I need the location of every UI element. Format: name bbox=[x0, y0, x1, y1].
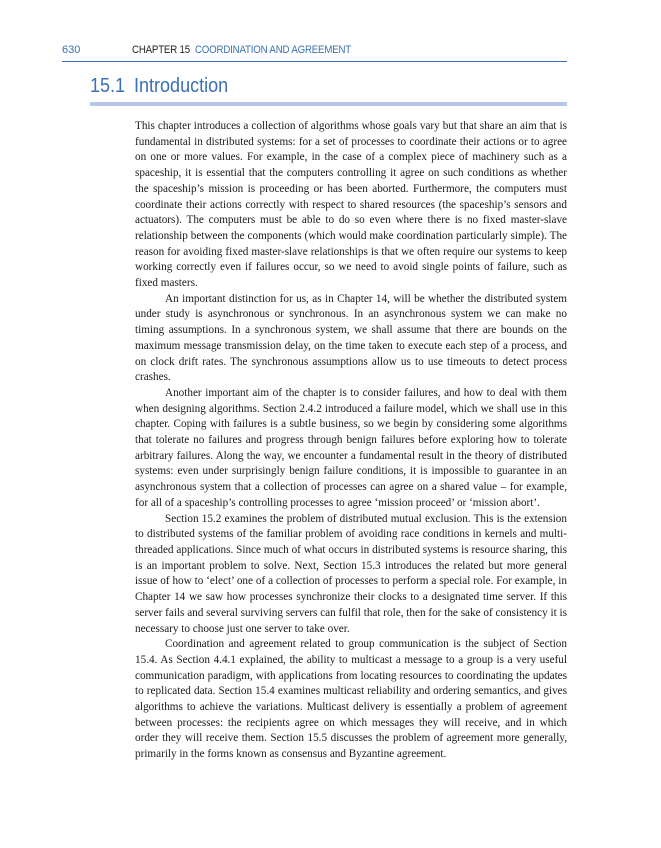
paragraph-4: Section 15.2 examines the problem of distributed mutual exclusion. This is the extension to distributed systems of the familiar problem of avoiding race conditions in kernels and multi-threaded applications. Since much of what occurs in distributed systems is resource sharing, this is an important problem to solve. Next, Section 15.3 introduces the related but more general issue of how to ‘elect’ one of a collection of processes to perform a special role. For example, in Chapter 14 we saw how processes synchronize their clocks to a designated time server. If this server fails and several surviving servers can fulfil that role, then for the sake of consistency it is necessary to choose just one server to take over. bbox=[135, 512, 567, 635]
header-rule bbox=[62, 61, 567, 62]
chapter-label bbox=[132, 43, 351, 57]
paragraph-5: Coordination and agreement related to group communication is the subject of Section 15.4. As Section 4.4.1 explained, the ability to multicast a message to a group is a very useful communication paradigm, with applications from locating resources to coordinating the updates to replicated data. Section 15.4 examines multicast reliability and ordering semantics, and gives algorithms to achieve the variations. Multicast delivery is essentially a problem of agreement between processes: the recipients agree on which messages they will receive, and in which order they will receive them. Section 15.5 discusses the problem of agreement more generally, primarily in the forms known as consensus and Byzantine agreement. bbox=[135, 638, 567, 761]
section-rule bbox=[90, 102, 567, 106]
page-number: 630 bbox=[62, 44, 81, 56]
section-title: Introduction bbox=[134, 75, 229, 97]
running-header bbox=[62, 43, 567, 61]
body-text bbox=[135, 119, 567, 763]
section-number: 15.1 bbox=[90, 75, 126, 97]
paragraph-1: This chapter introduces a collection of algorithms whose goals vary but that share an aim that is fundamental in distributed systems: for a set of processes to coordinate their actions or to agree on one or more values. For example, in the case of a complex piece of machinery such as a spaceship, it is essential that the computers controlling it agree on such conditions as whether the spaceship’s mission is proceeding or has been aborted. Furthermore, the computers must coordinate their actions correctly with respect to shared resources (the spaceship’s sensors and actuators). The computers must be able to do so even where there is no fixed master-slave relationship between the components (which would make coordination particularly simple). The reason for avoiding fixed master-slave relationships is that we often require our systems to keep working correctly even if failures occur, so we need to avoid single points of failure, such as fixed masters. bbox=[135, 120, 567, 290]
chapter-title: COORDINATION AND AGREEMENT bbox=[194, 44, 352, 56]
paragraph-3: Another important aim of the chapter is to consider failures, and how to deal with them when designing algorithms. Section 2.4.2 introduced a failure model, which we shall use in this chapter. Coping with failures is a subtle business, so we begin by considering some algorithms that tolerate no failures and progress through benign failures before exploring how to tolerate arbitrary failures. Along the way, we encounter a fundamental result in the theory of distributed systems: even under surprisingly benign failure conditions, it is impossible to guarantee in an asynchronous system that a collection of processes can agree on a shared value – for example, for all of a spaceship’s controlling processes to agree ‘mission proceed’ or ‘mission abort’. bbox=[135, 386, 567, 509]
chapter-prefix: CHAPTER 15 bbox=[132, 44, 190, 56]
paragraph-2: An important distinction for us, as in Chapter 14, will be whether the distributed system under study is asynchronous or synchronous. In an asynchronous system we can make no timing assumptions. In a synchronous system, we shall assume that there are bounds on the maximum message transmission delay, on the time taken to execute each step of a process, and on clock drift rates. The synchronous assumptions allow us to use timeouts to detect process crashes. bbox=[135, 292, 567, 384]
section-heading bbox=[90, 73, 228, 99]
